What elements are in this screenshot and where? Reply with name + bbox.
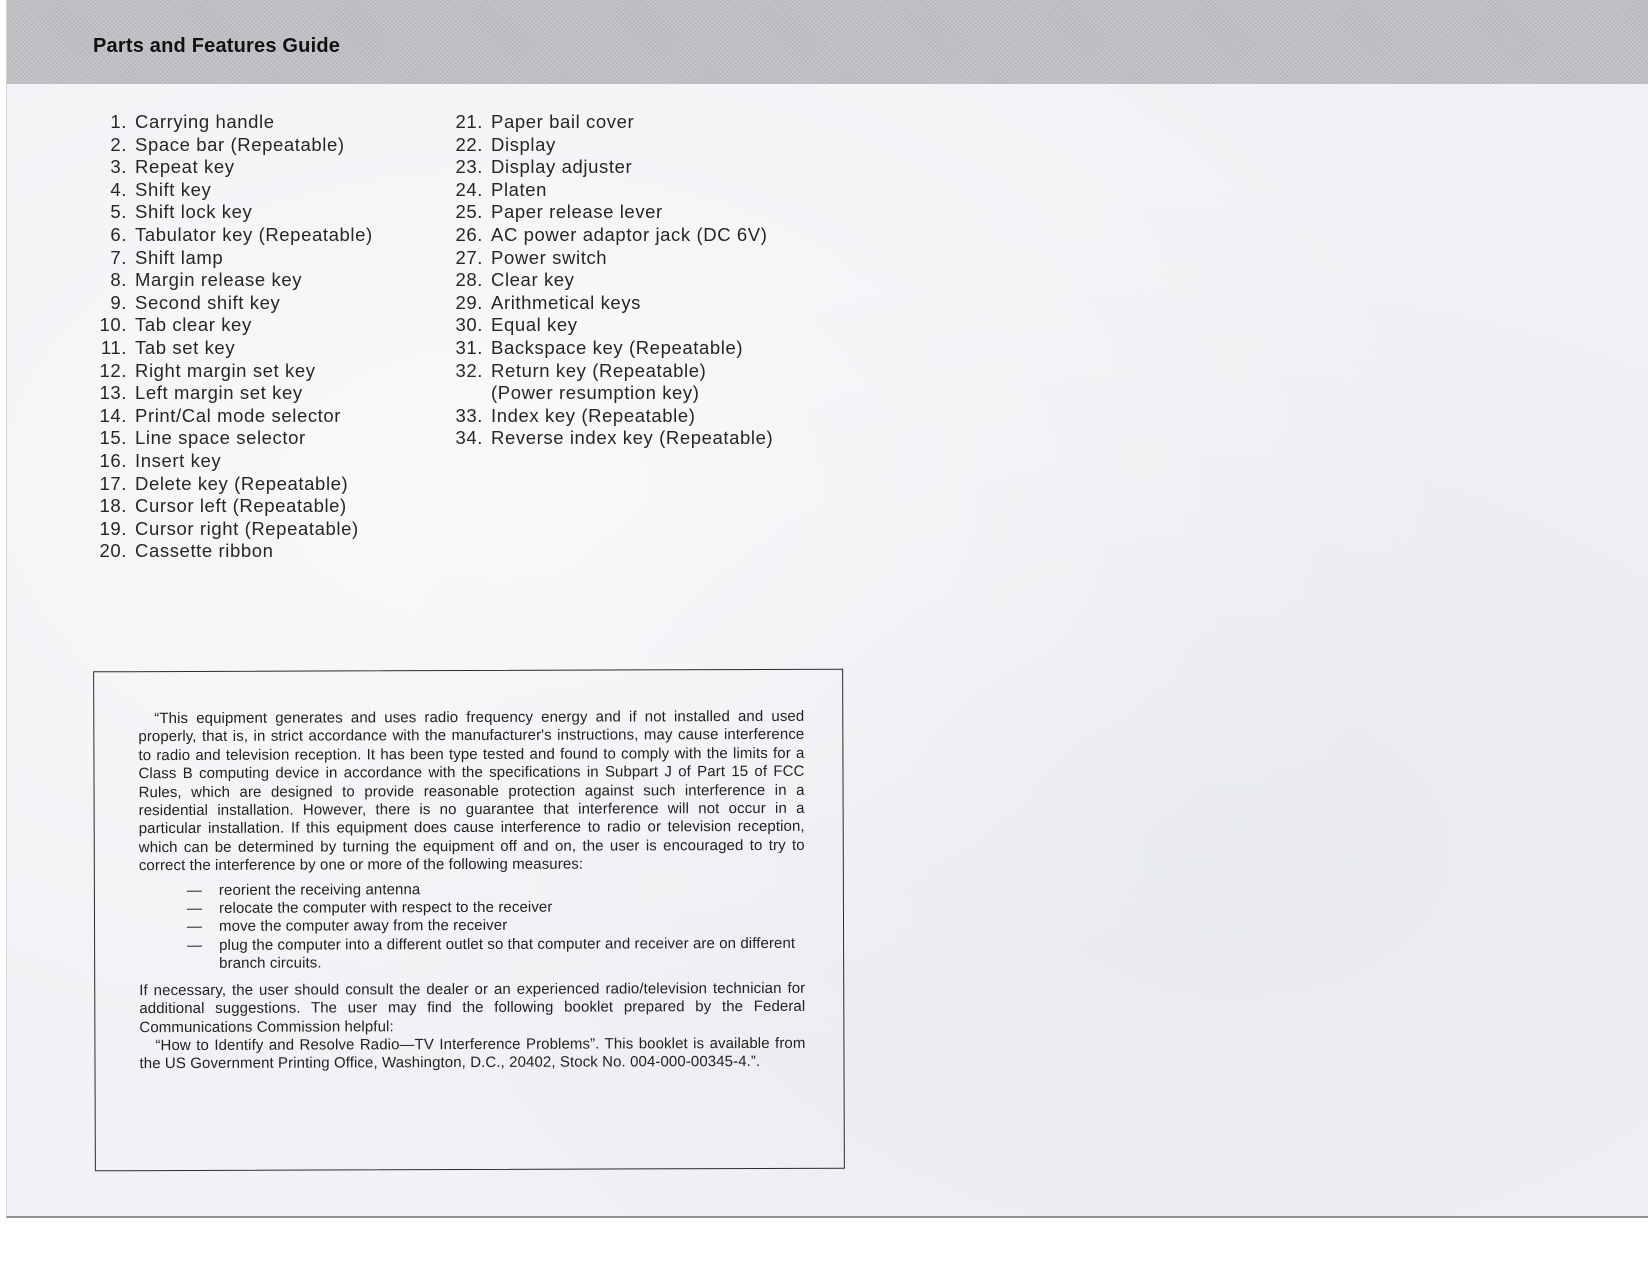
item-number: 9. [110,291,127,313]
dash-bullet: — [186,881,203,899]
dash-bullet: — [186,918,203,936]
item-label: Tab set key [135,336,236,358]
measure-text: reorient the receiving antenna [218,880,421,899]
list-item [87,314,417,337]
item-label: Carrying handle [135,111,275,132]
list-item [439,314,839,337]
item-label: Second shift key [135,291,281,313]
item-label: Left margin set key [135,382,303,404]
fcc-notice-paragraph: If necessary, the user should consult the dealer or an experienced radio/television technician for additional suggestions. The user may find the following booklet prepared by the Federal Communications Commission helpful: [139,979,806,1036]
item-number: 6. [110,223,127,245]
list-item [87,450,417,473]
list-item [439,360,839,383]
list-item [87,337,417,360]
list-item [87,111,417,134]
page-title: Parts and Features Guide [93,35,341,57]
item-label: Line space selector [135,427,306,449]
item-label: Right margin set key [135,359,316,381]
list-item [87,427,417,450]
item-label: Margin release key [135,269,303,291]
list-item [87,292,417,315]
list-item [439,269,839,292]
fcc-notice-text [138,708,805,1074]
list-item [439,247,839,270]
list-item [439,405,839,428]
list-item [87,156,417,179]
list-item [439,224,839,247]
measure-item [187,916,805,937]
measure-item [187,898,805,919]
dash-bullet: — [186,899,203,918]
item-number: 5. [110,201,127,223]
list-item-continuation [439,382,839,405]
item-label: Platen [491,178,548,200]
fcc-notice-paragraph: “This equipment generates and uses radio frequency energy and if not installed and used properly, that is, in strict accordance with the manufacturer's instructions, may cause interference to radio and television reception. It has been type tested and found to comply with the limits for a Class B computing device in accordance with the specifications in Subpart J of Part 15 of FCC Rules, which are designed to provide reasonable protection against such interference in a residential installation. However, there is no guarantee that interference will not occur in a particular installation. If this equipment does cause interference to radio or television reception, which can be determined by turning the equipment off and on, the user is encouraged to try to correct the interference by one or more of the following measures: [138,707,805,875]
list-item [87,495,417,518]
measure-item [187,879,805,900]
item-number: 11. [100,336,127,358]
measure-text: plug the computer into a different outlet so that computer and receiver are on different branch circuits. [219,934,796,973]
item-number: 4. [110,178,127,200]
item-label: Paper release lever [491,201,663,223]
item-number: 15. [99,427,127,449]
item-label: Repeat key [135,156,235,178]
list-item [87,473,417,496]
item-number: 22. [455,133,483,155]
item-label: Shift lamp [135,246,224,268]
header-band [7,0,1648,84]
item-label: Shift key [135,178,212,200]
list-item [87,179,417,202]
item-number: 13. [99,382,127,404]
item-number: 25. [455,201,483,223]
item-number: 10. [99,314,127,336]
item-label: Cursor right (Repeatable) [135,517,359,539]
item-label: Print/Cal mode selector [135,404,342,426]
list-item [439,179,839,202]
item-label: Clear key [491,269,575,291]
parts-list-column-1 [87,111,417,563]
measure-text: move the computer away from the receiver [218,917,508,936]
item-number: 18. [99,495,127,517]
item-label: Display adjuster [491,156,633,178]
item-label: Cursor left (Repeatable) [135,495,347,517]
list-item [87,518,417,541]
list-item [439,292,839,315]
list-item [87,201,417,224]
manual-page [6,0,1648,1218]
item-number: 28. [455,269,483,291]
item-number: 34. [455,427,483,449]
list-item [439,427,839,450]
dash-bullet: — [187,936,203,954]
list-item [87,360,417,383]
item-label: AC power adaptor jack (DC 6V) [491,223,768,245]
fcc-notice-box [93,669,845,1172]
item-label: Cassette ribbon [135,540,274,562]
item-number: 12. [99,359,127,381]
item-label: Shift lock key [135,201,253,223]
item-label: Space bar (Repeatable) [135,133,345,155]
list-item [87,224,417,247]
list-item [87,134,417,157]
item-number: 24. [455,178,483,200]
measures-list [187,879,805,973]
item-label: Return key (Repeatable) [491,359,707,381]
item-label: Reverse index key (Repeatable) [491,427,774,449]
item-number: 8. [110,269,127,291]
item-label: Index key (Repeatable) [491,404,696,426]
list-item [439,201,839,224]
item-label: Tab clear key [135,314,252,336]
list-item [87,269,417,292]
item-number: 32. [455,359,483,381]
list-item [87,405,417,428]
measure-item [187,935,805,974]
item-number: 2. [110,133,127,155]
item-label: Tabulator key (Repeatable) [135,223,373,245]
item-label: Power switch [491,246,608,268]
item-number: 30. [455,314,483,336]
list-item [87,382,417,405]
item-label: Equal key [491,314,578,336]
item-number: 33. [455,404,483,426]
item-label: Display [491,133,556,155]
list-item [439,111,839,134]
item-number: 7. [110,246,127,268]
item-number: 3. [110,156,127,178]
list-item [439,134,839,157]
item-label: Paper bail cover [491,111,635,132]
item-number: 14. [99,404,127,426]
item-number: 16. [99,449,127,471]
item-number: 29. [455,291,483,313]
item-number: 31. [455,336,483,358]
parts-list-column-2 [439,111,839,450]
item-label: Arithmetical keys [491,291,642,313]
measure-text: relocate the computer with respect to the receiver [218,898,553,917]
item-number: 27. [455,246,483,268]
list-item [87,247,417,270]
item-number: 21. [455,111,483,132]
item-number: 19. [99,517,127,539]
list-item [87,540,417,563]
item-label: Delete key (Repeatable) [135,472,349,494]
item-number: 26. [455,223,483,245]
item-number: 17. [99,472,127,494]
list-item [439,337,839,360]
item-number: 20. [99,540,127,562]
item-label: Insert key [135,449,222,471]
item-label-continuation: (Power resumption key) [491,382,700,404]
item-number: 1. [110,111,127,132]
item-label: Backspace key (Repeatable) [491,336,744,358]
item-number: 23. [455,156,483,178]
list-item [439,156,839,179]
fcc-notice-paragraph: “How to Identify and Resolve Radio—TV Interference Problems”. This booklet is available from the US Government Printing Office, Washington, D.C., 20402, Stock No. 004-000-00345-4.”. [139,1034,806,1073]
